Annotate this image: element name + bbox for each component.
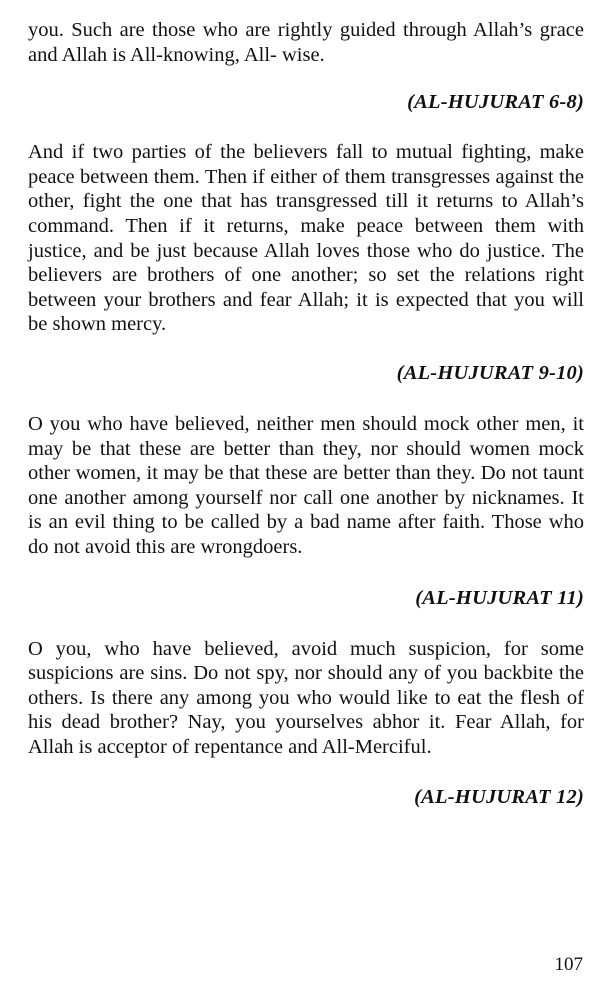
page-number: 107	[554, 954, 583, 975]
verse-reference: (AL-HUJURAT 12)	[414, 786, 584, 809]
verse-paragraph: you. Such are those who are rightly guided through Allah’s grace and Allah is All-knowing, All- wise.	[28, 19, 584, 66]
verse-paragraph: And if two parties of the believers fall to mutual fighting, make peace between them. Then if either of them transgresses against the other, fight the one that has transgressed till it returns to Allah’s command. Then if it returns, make peace between them with justice, and be just because Allah loves those who do justice. The believers are brothers of one another; so set the relations right between your brothers and fear Allah; it is expected that you will be shown mercy.	[28, 141, 584, 336]
verse-reference: (AL-HUJURAT 6-8)	[407, 91, 584, 114]
verse-reference: (AL-HUJURAT 11)	[415, 586, 584, 609]
verse-reference: (AL-HUJURAT 9-10)	[396, 361, 584, 384]
book-page	[28, 18, 584, 809]
verse-paragraph: O you, who have believed, avoid much suspicion, for some suspicions are sins. Do not spy, nor should any of you backbite the others. Is there any among you who would like to eat the flesh of his dead brother? Nay, you yourselves abhor it. Fear Allah, for Allah is acceptor of repentance and All-Merciful.	[28, 637, 584, 758]
verse-paragraph: O you who have believed, neither men should mock other men, it may be that these are better than they, nor should women mock other women, it may be that these are better than they. Do not taunt one another among yourself nor call one another by nicknames. It is an evil thing to be called by a bad name after faith. Those who do not avoid this are wrongdoers.	[28, 412, 584, 558]
